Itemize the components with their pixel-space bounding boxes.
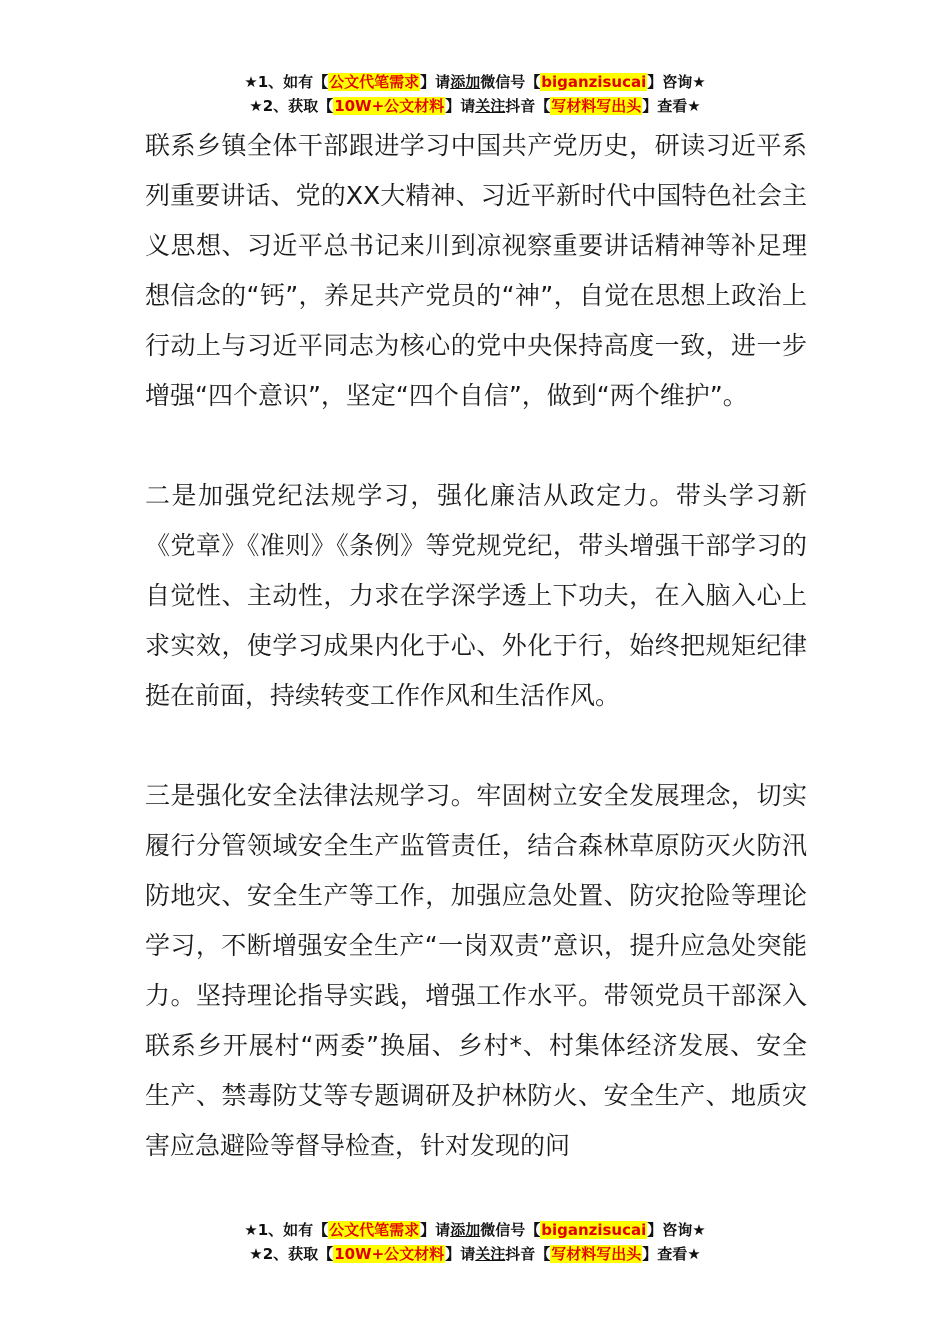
banner-line-2: ★2、获取【10W+公文材料】请关注抖音【写材料写出头】查看★ [249,1245,701,1263]
banner-highlight: 10W+公文材料 [334,1245,445,1263]
paragraph-1: 联系乡镇全体干部跟进学习中国共产党历史，研读习近平系列重要讲话、党的XX大精神、习近平新时代中国特色社会主义思想、习近平总书记来川到凉视察重要讲话精神等补足理想信念的“钙”，养足共产党员的“神”，自觉在思想上政治上行动上与习近平同志为核心的党中央保持高度一致，进一步增强“四个意识”，坚定“四个自信”，做到“两个维护”。 [145,131,807,410]
banner-wechat-id: biganzisucai [541,1221,647,1239]
banner-wechat-id: biganzisucai [541,73,647,91]
banner-highlight: 公文代笔需求 [329,73,420,91]
paragraph-3: 三是强化安全法律法规学习。牢固树立安全发展理念，切实履行分管领域安全生产监管责任，结合森林草原防灭火防汛防地灾、安全生产等工作，加强应急处置、防灾抢险等理论学习，不断增强安全生产“一岗双责”意识，提升应急处突能力。坚持理论指导实践，增强工作水平。带领党员干部深入联系乡开展村“两委”换届、乡村*、村集体经济发展、安全生产、禁毒防艾等专题调研及护林防火、安全生产、地质灾害应急避险等督导检查，针对发现的问 [145,781,807,1160]
paragraph-gap [145,721,807,771]
banner-highlight: 公文代笔需求 [329,1221,420,1239]
paragraph-2: 二是加强党纪法规学习，强化廉洁从政定力。带头学习新《党章》《准则》《条例》等党规党纪，带头增强干部学习的自觉性、主动性，力求在学深学透上下功夫，在入脑入心上求实效，使学习成果内化于心、外化于行，始终把规矩纪律挺在前面，持续转变工作作风和生活作风。 [145,481,807,710]
banner-douyin-id: 写材料写出头 [551,97,642,115]
header-banner [0,70,950,118]
banner-line-1: ★1、如有【公文代笔需求】请添加微信号【biganzisucai】咨询★ [244,73,706,91]
document-body [145,121,807,1171]
paragraph-gap [145,421,807,471]
banner-highlight: 10W+公文材料 [334,97,445,115]
banner-line-2: ★2、获取【10W+公文材料】请关注抖音【写材料写出头】查看★ [249,97,701,115]
banner-line-1: ★1、如有【公文代笔需求】请添加微信号【biganzisucai】咨询★ [244,1221,706,1239]
banner-douyin-id: 写材料写出头 [551,1245,642,1263]
footer-banner [0,1218,950,1266]
